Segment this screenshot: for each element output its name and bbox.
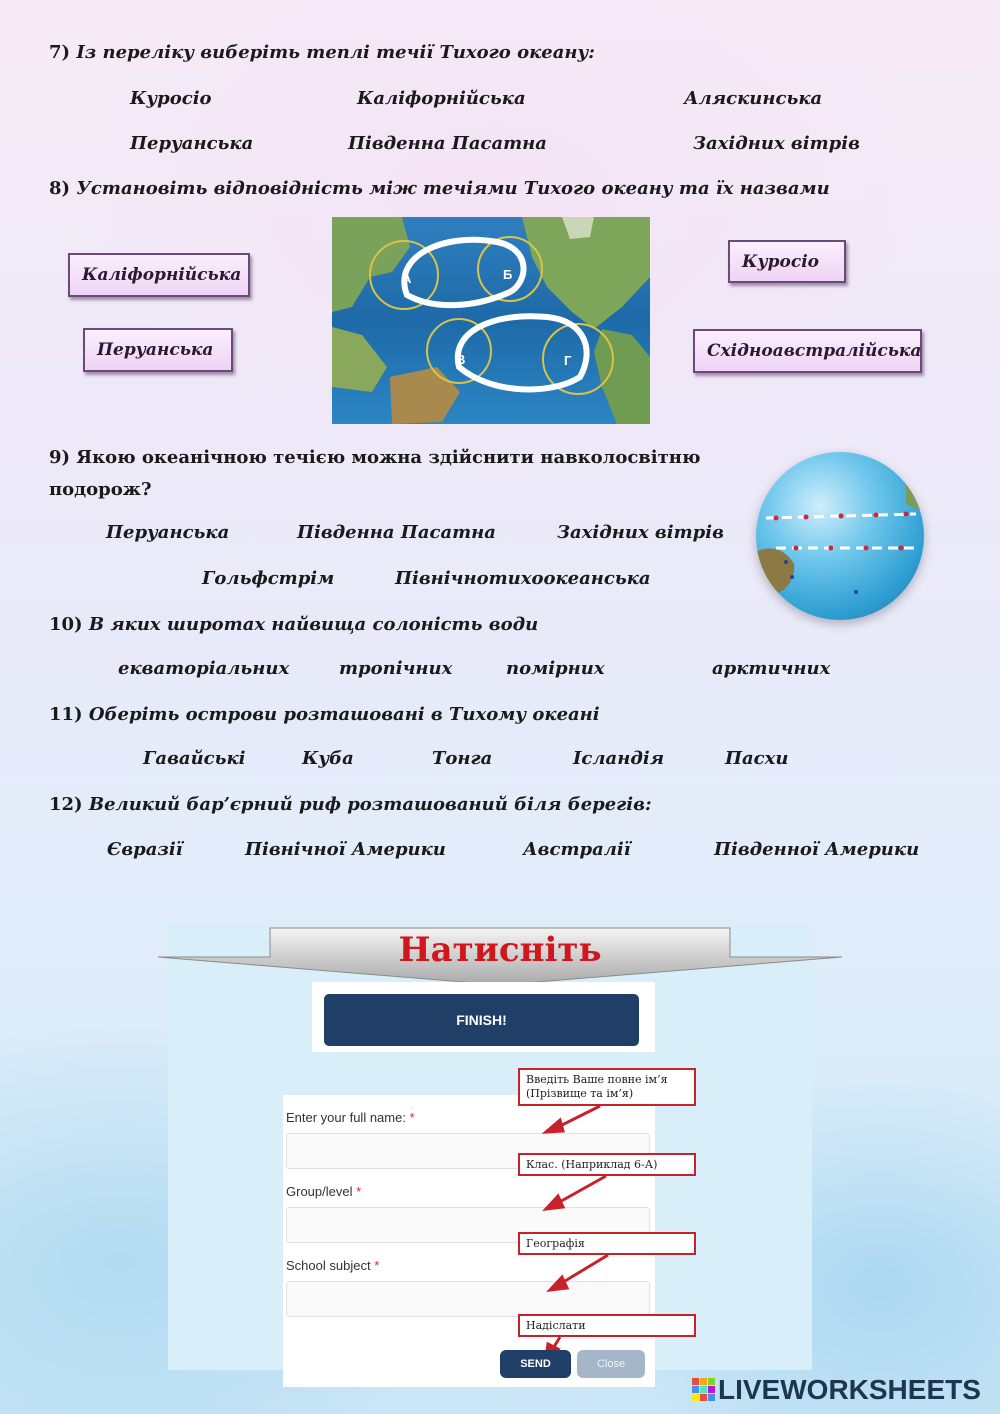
required-marker: * (356, 1184, 362, 1199)
map-label-v: В (456, 352, 466, 367)
banner-title: Натисніть (398, 930, 602, 970)
answer-option[interactable]: Євразії (107, 839, 183, 860)
note-subject: Географія (518, 1232, 696, 1255)
logo-text: LIVEWORKSHEETS (718, 1374, 981, 1405)
answer-option[interactable]: помірних (506, 658, 605, 679)
question-text: В яких широтах найвища солоність води (88, 614, 539, 635)
question-number: 8) (49, 178, 71, 199)
answer-option[interactable]: Північної Америки (245, 839, 446, 860)
finish-button[interactable]: FINISH! (324, 994, 639, 1046)
answer-option[interactable]: Пасхи (725, 748, 789, 769)
drag-tag-california[interactable]: Каліфорнійська (68, 253, 250, 297)
answer-option[interactable]: Перуанська (106, 522, 230, 543)
required-marker: * (409, 1110, 415, 1125)
pacific-currents-map (332, 217, 650, 424)
answer-option[interactable]: Південної Америки (714, 839, 920, 860)
drag-tag-east-australian[interactable]: Східноавстралійська (693, 329, 922, 373)
question-11 (49, 704, 600, 725)
full-name-label (286, 1110, 415, 1125)
field-label-text: School subject (286, 1258, 371, 1273)
globe-drawing (756, 452, 924, 620)
drag-tag-peru[interactable]: Перуанська (83, 328, 233, 372)
answer-option[interactable]: екваторіальних (118, 658, 290, 679)
map-label-b: Б (503, 267, 513, 282)
answer-option[interactable]: Австралії (523, 839, 631, 860)
question-text: Великий бар’єрний риф розташований біля берегів: (88, 794, 652, 815)
question-number: 10) (49, 614, 83, 635)
required-marker: * (374, 1258, 380, 1273)
map-label-a: А (402, 271, 412, 286)
map-image (332, 217, 650, 424)
answer-option[interactable]: Перуанська (130, 133, 254, 154)
answer-option[interactable]: Гавайські (143, 748, 246, 769)
note-send: Надіслати (518, 1314, 696, 1337)
answer-option[interactable]: Каліфорнійська (357, 88, 526, 109)
answer-option[interactable]: Північнотихоокеанська (395, 568, 651, 589)
question-number: 11) (49, 704, 83, 725)
school-subject-label (286, 1258, 379, 1273)
school-subject-input[interactable] (286, 1281, 650, 1317)
answer-option[interactable]: Західних вітрів (557, 522, 724, 543)
answer-option[interactable]: Куба (302, 748, 354, 769)
liveworksheets-logo (692, 1374, 981, 1406)
question-text: Оберіть острови розташовані в Тихому океані (88, 704, 600, 725)
map-label-g: Г (564, 353, 572, 368)
answer-option[interactable]: Західних вітрів (693, 133, 860, 154)
answer-option[interactable]: Куросіо (130, 88, 212, 109)
question-9-line-1: 9) Якою океанічною течією можна здійснити навколосвітню (49, 447, 701, 468)
question-10 (49, 614, 538, 635)
note-full-name: Введіть Ваше повне ім’я (Прізвище та ім’я) (518, 1068, 696, 1106)
answer-option[interactable]: Ісландія (573, 748, 665, 769)
question-12 (49, 794, 652, 815)
answer-option[interactable]: Тонга (432, 748, 493, 769)
answer-option[interactable]: Південна Пасатна (348, 133, 547, 154)
question-text: Установіть відповідність між течіями Тихого океану та їх назвами (76, 178, 830, 199)
answer-option[interactable]: Південна Пасатна (297, 522, 496, 543)
question-7 (49, 42, 595, 63)
group-level-label (286, 1184, 361, 1199)
question-text: Із переліку виберіть теплі течії Тихого океану: (76, 42, 595, 63)
question-number: 7) (49, 42, 71, 63)
drag-tag-kuroshio[interactable]: Куросіо (728, 240, 846, 283)
close-button[interactable]: Close (577, 1350, 645, 1378)
note-group: Клас. (Наприклад 6-А) (518, 1153, 696, 1176)
question-9-line-2: подорож? (49, 479, 152, 500)
answer-option[interactable]: тропічних (339, 658, 453, 679)
answer-option[interactable]: арктичних (712, 658, 831, 679)
send-button[interactable]: SEND (500, 1350, 571, 1378)
globe-image (756, 452, 924, 620)
question-8 (49, 178, 830, 199)
field-label-text: Enter your full name: (286, 1110, 406, 1125)
question-number: 12) (49, 794, 83, 815)
field-label-text: Group/level (286, 1184, 353, 1199)
logo-icon (692, 1378, 716, 1402)
answer-option[interactable]: Аляскинська (684, 88, 823, 109)
answer-option[interactable]: Гольфстрім (202, 568, 335, 589)
